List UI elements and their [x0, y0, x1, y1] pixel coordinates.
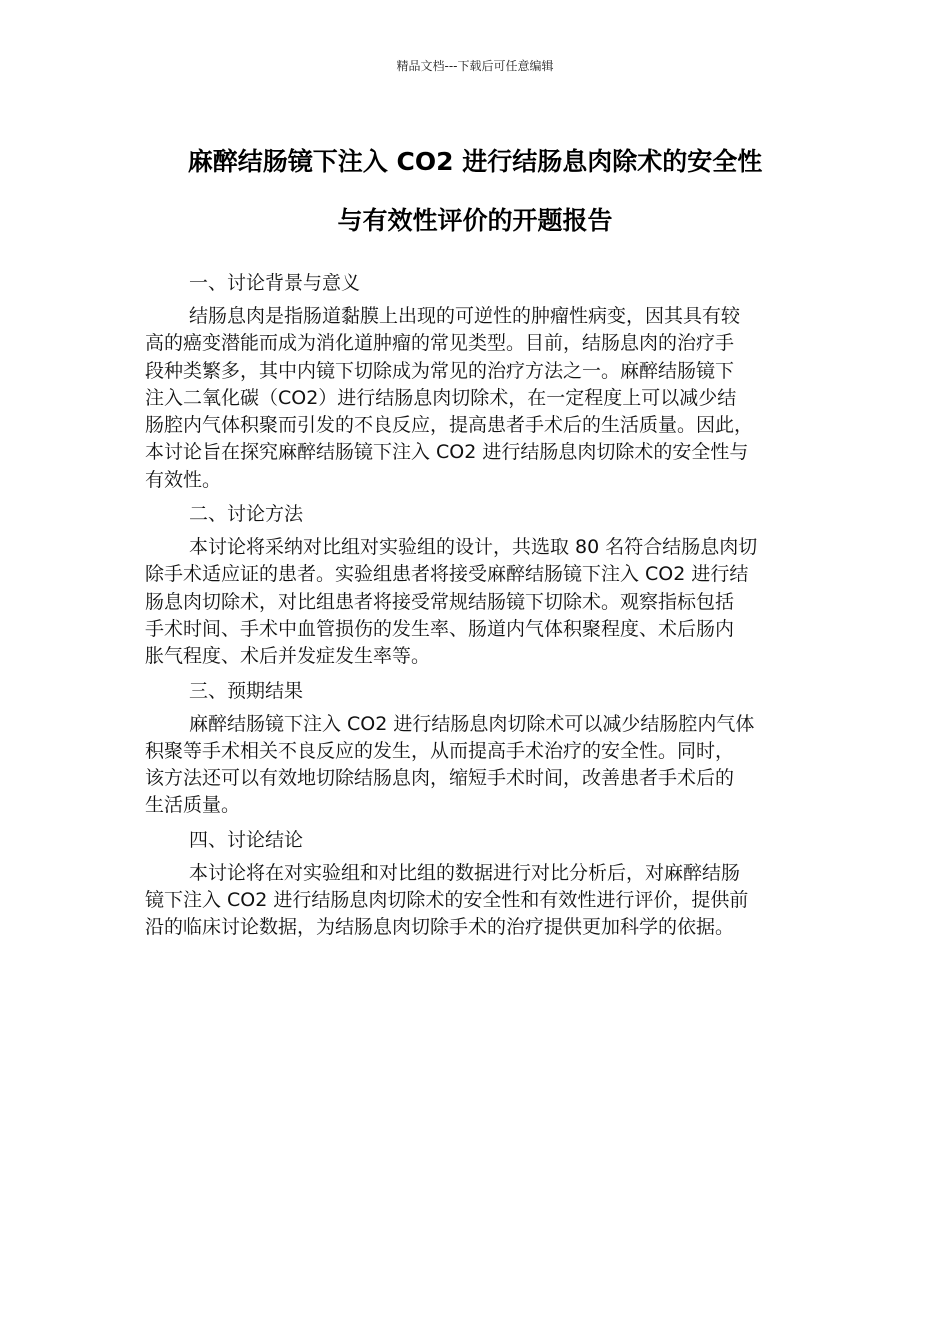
paragraph-line: 手术时间、手术中血管损伤的发生率、肠道内气体积聚程度、术后肠内 [145, 617, 735, 640]
page-header-note: 精品文档---下载后可任意编辑 [396, 59, 554, 73]
paragraph-line: 本讨论旨在探究麻醉结肠镜下注入 CO2 进行结肠息肉切除术的安全性与 [145, 441, 749, 464]
paragraph-line: 胀气程度、术后并发症发生率等。 [145, 645, 431, 668]
section-heading-expected-results: 三、预期结果 [189, 679, 304, 702]
paragraph-line: 除手术适应证的患者。实验组患者将接受麻醉结肠镜下注入 CO2 进行结 [145, 563, 749, 586]
paragraph-line: 该方法还可以有效地切除结肠息肉，缩短手术时间，改善患者手术后的 [145, 767, 735, 790]
section-heading-methods: 二、讨论方法 [189, 503, 304, 526]
section-paragraph-expected-results [145, 711, 805, 820]
section-paragraph-conclusion [145, 860, 805, 942]
paragraph-line: 结肠息肉是指肠道黏膜上出现的可逆性的肿瘤性病变，因其具有较 [189, 305, 741, 327]
section-heading-conclusion: 四、讨论结论 [189, 828, 304, 851]
title-line-1: 麻醉结肠镜下注入 CO2 进行结肠息肉除术的安全性 [187, 147, 763, 176]
paragraph-line: 高的癌变潜能而成为消化道肿瘤的常见类型。目前，结肠息肉的治疗手 [145, 332, 735, 355]
paragraph-line: 肠息肉切除术，对比组患者将接受常规结肠镜下切除术。观察指标包括 [145, 590, 735, 613]
paragraph-line: 肠腔内气体积聚而引发的不良反应，提高患者手术后的生活质量。因此， [145, 414, 754, 437]
section-paragraph-methods [145, 534, 805, 670]
paragraph-line: 注入二氧化碳（CO2）进行结肠息肉切除术，在一定程度上可以减少结 [145, 386, 737, 409]
paragraph-line: 本讨论将采纳对比组对实验组的设计，共选取 80 名符合结肠息肉切 [189, 536, 758, 559]
paragraph-line: 生活质量。 [145, 794, 241, 817]
paragraph-line: 有效性。 [145, 468, 222, 491]
document-title [100, 132, 850, 250]
paragraph-line: 沿的临床讨论数据，为结肠息肉切除手术的治疗提供更加科学的依据。 [145, 916, 735, 939]
document-body [145, 270, 805, 949]
section-heading-background: 一、讨论背景与意义 [189, 272, 361, 294]
paragraph-line: 本讨论将在对实验组和对比组的数据进行对比分析后，对麻醉结肠 [189, 861, 741, 884]
title-line-2: 与有效性评价的开题报告 [337, 206, 613, 235]
paragraph-line: 麻醉结肠镜下注入 CO2 进行结肠息肉切除术可以减少结肠腔内气体 [189, 712, 755, 735]
paragraph-line: 段种类繁多，其中内镜下切除成为常见的治疗方法之一。麻醉结肠镜下 [145, 359, 735, 382]
section-paragraph-background [145, 303, 805, 494]
paragraph-line: 镜下注入 CO2 进行结肠息肉切除术的安全性和有效性进行评价，提供前 [145, 889, 749, 912]
paragraph-line: 积聚等手术相关不良反应的发生，从而提高手术治疗的安全性。同时， [145, 739, 735, 762]
